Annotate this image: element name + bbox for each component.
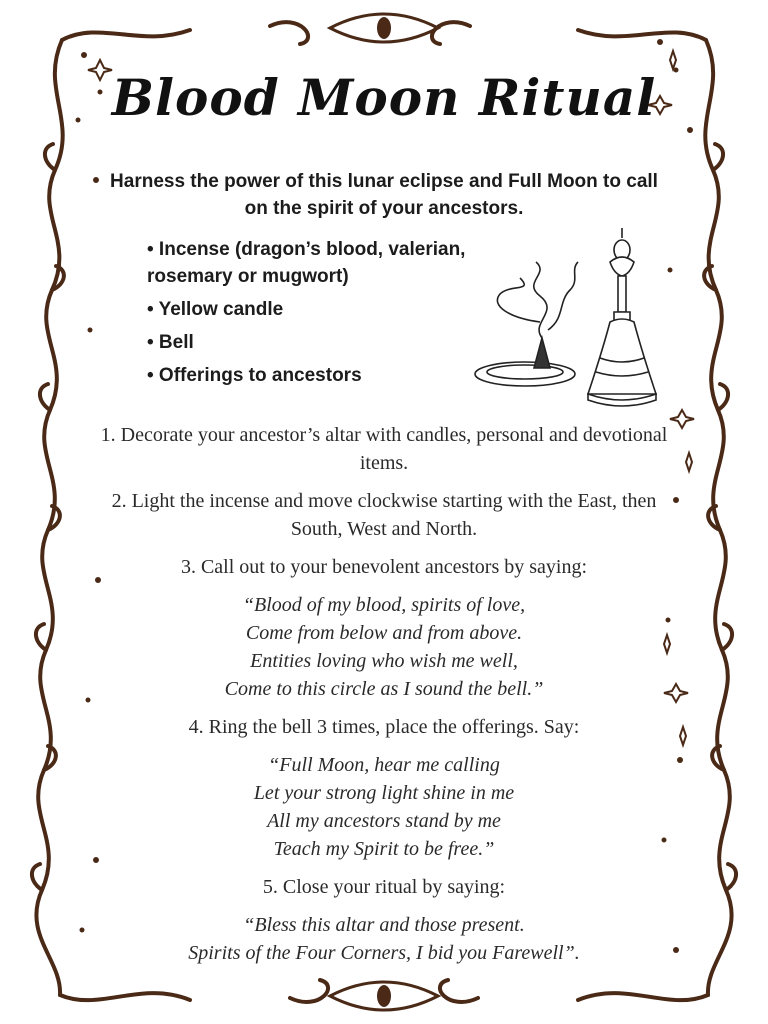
subtitle: Harness the power of this lunar eclipse and Full Moon to call on the spirit of your ancestors. bbox=[110, 171, 658, 219]
chant-line: Entities loving who wish me well, bbox=[250, 650, 518, 672]
chant-line: Come from below and from above. bbox=[245, 622, 523, 644]
chant-line: “Blood of my blood, spirits of love, bbox=[242, 594, 526, 616]
step-4: 4. Ring the bell 3 times, place the offerings. Say: bbox=[188, 716, 580, 738]
incense-burner-icon bbox=[475, 262, 578, 386]
ritual-steps bbox=[100, 421, 668, 977]
bell-icon bbox=[588, 228, 656, 406]
chant-2 bbox=[100, 751, 668, 863]
chant-line: “Full Moon, hear me calling bbox=[268, 754, 500, 776]
chant-1 bbox=[100, 591, 668, 703]
chant-line: All my ancestors stand by me bbox=[267, 810, 501, 832]
chant-line: Teach my Spirit to be free.” bbox=[273, 838, 495, 860]
step-1: 1. Decorate your ancestor’s altar with candles, personal and devotional items. bbox=[100, 424, 668, 474]
step-2: 2. Light the incense and move clockwise starting with the East, then South, West and North. bbox=[111, 490, 657, 540]
chant-line: Let your strong light shine in me bbox=[253, 782, 515, 804]
page-title: Blood Moon Ritual bbox=[111, 68, 657, 127]
supplies-list bbox=[147, 236, 487, 395]
supply-item: • Incense (dragon’s blood, valerian, rosemary or mugwort) bbox=[147, 239, 466, 287]
chant-line: Spirits of the Four Corners, I bid you Farewell”. bbox=[188, 942, 580, 964]
supply-item: • Yellow candle bbox=[147, 299, 284, 320]
chant-line: Come to this circle as I sound the bell.” bbox=[224, 678, 544, 700]
chant-line: “Bless this altar and those present. bbox=[243, 914, 525, 936]
ritual-items-illustration bbox=[470, 222, 670, 422]
step-5: 5. Close your ritual by saying: bbox=[262, 876, 506, 898]
closing-chant bbox=[100, 911, 668, 967]
supply-item: • Offerings to ancestors bbox=[147, 365, 362, 386]
step-3: 3. Call out to your benevolent ancestors by saying: bbox=[180, 556, 588, 578]
supply-item: • Bell bbox=[147, 332, 194, 353]
